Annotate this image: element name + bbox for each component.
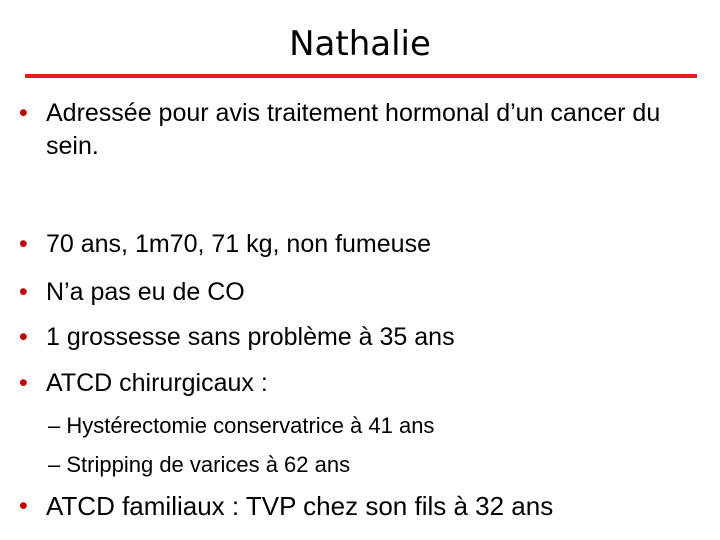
- sub-bullet-item: [48, 451, 350, 479]
- bullet-item: [19, 490, 553, 523]
- dash-icon: –: [48, 413, 61, 438]
- bullet-dot-icon: •: [19, 492, 28, 520]
- sub-bullet-text: Hystérectomie conservatrice à 41 ans: [66, 413, 435, 438]
- bullet-text: N’a pas eu de CO: [46, 278, 245, 306]
- bullet-dot-icon: •: [19, 323, 28, 351]
- bullet-item: [19, 97, 699, 163]
- bullet-text: Adressée pour avis traitement hormonal d’un cancer du sein.: [46, 99, 661, 160]
- bullet-dot-icon: •: [19, 230, 28, 258]
- bullet-item: [19, 228, 431, 261]
- title-underline: [25, 74, 697, 78]
- bullet-dot-icon: •: [19, 278, 28, 306]
- slide-title: Nathalie: [289, 24, 431, 64]
- bullet-dot-icon: •: [19, 99, 28, 127]
- bullet-text: ATCD familiaux : TVP chez son fils à 32 ans: [46, 491, 554, 521]
- bullet-dot-icon: •: [19, 369, 28, 397]
- bullet-text: 70 ans, 1m70, 71 kg, non fumeuse: [46, 230, 431, 258]
- bullet-text: ATCD chirurgicaux :: [46, 369, 268, 397]
- sub-bullet-text: Stripping de varices à 62 ans: [66, 452, 351, 477]
- dash-icon: –: [48, 452, 61, 477]
- bullet-item: [19, 276, 245, 309]
- bullet-item: [19, 321, 455, 354]
- bullet-text: 1 grossesse sans problème à 35 ans: [46, 323, 455, 351]
- bullet-item: [19, 367, 268, 400]
- sub-bullet-item: [48, 412, 434, 440]
